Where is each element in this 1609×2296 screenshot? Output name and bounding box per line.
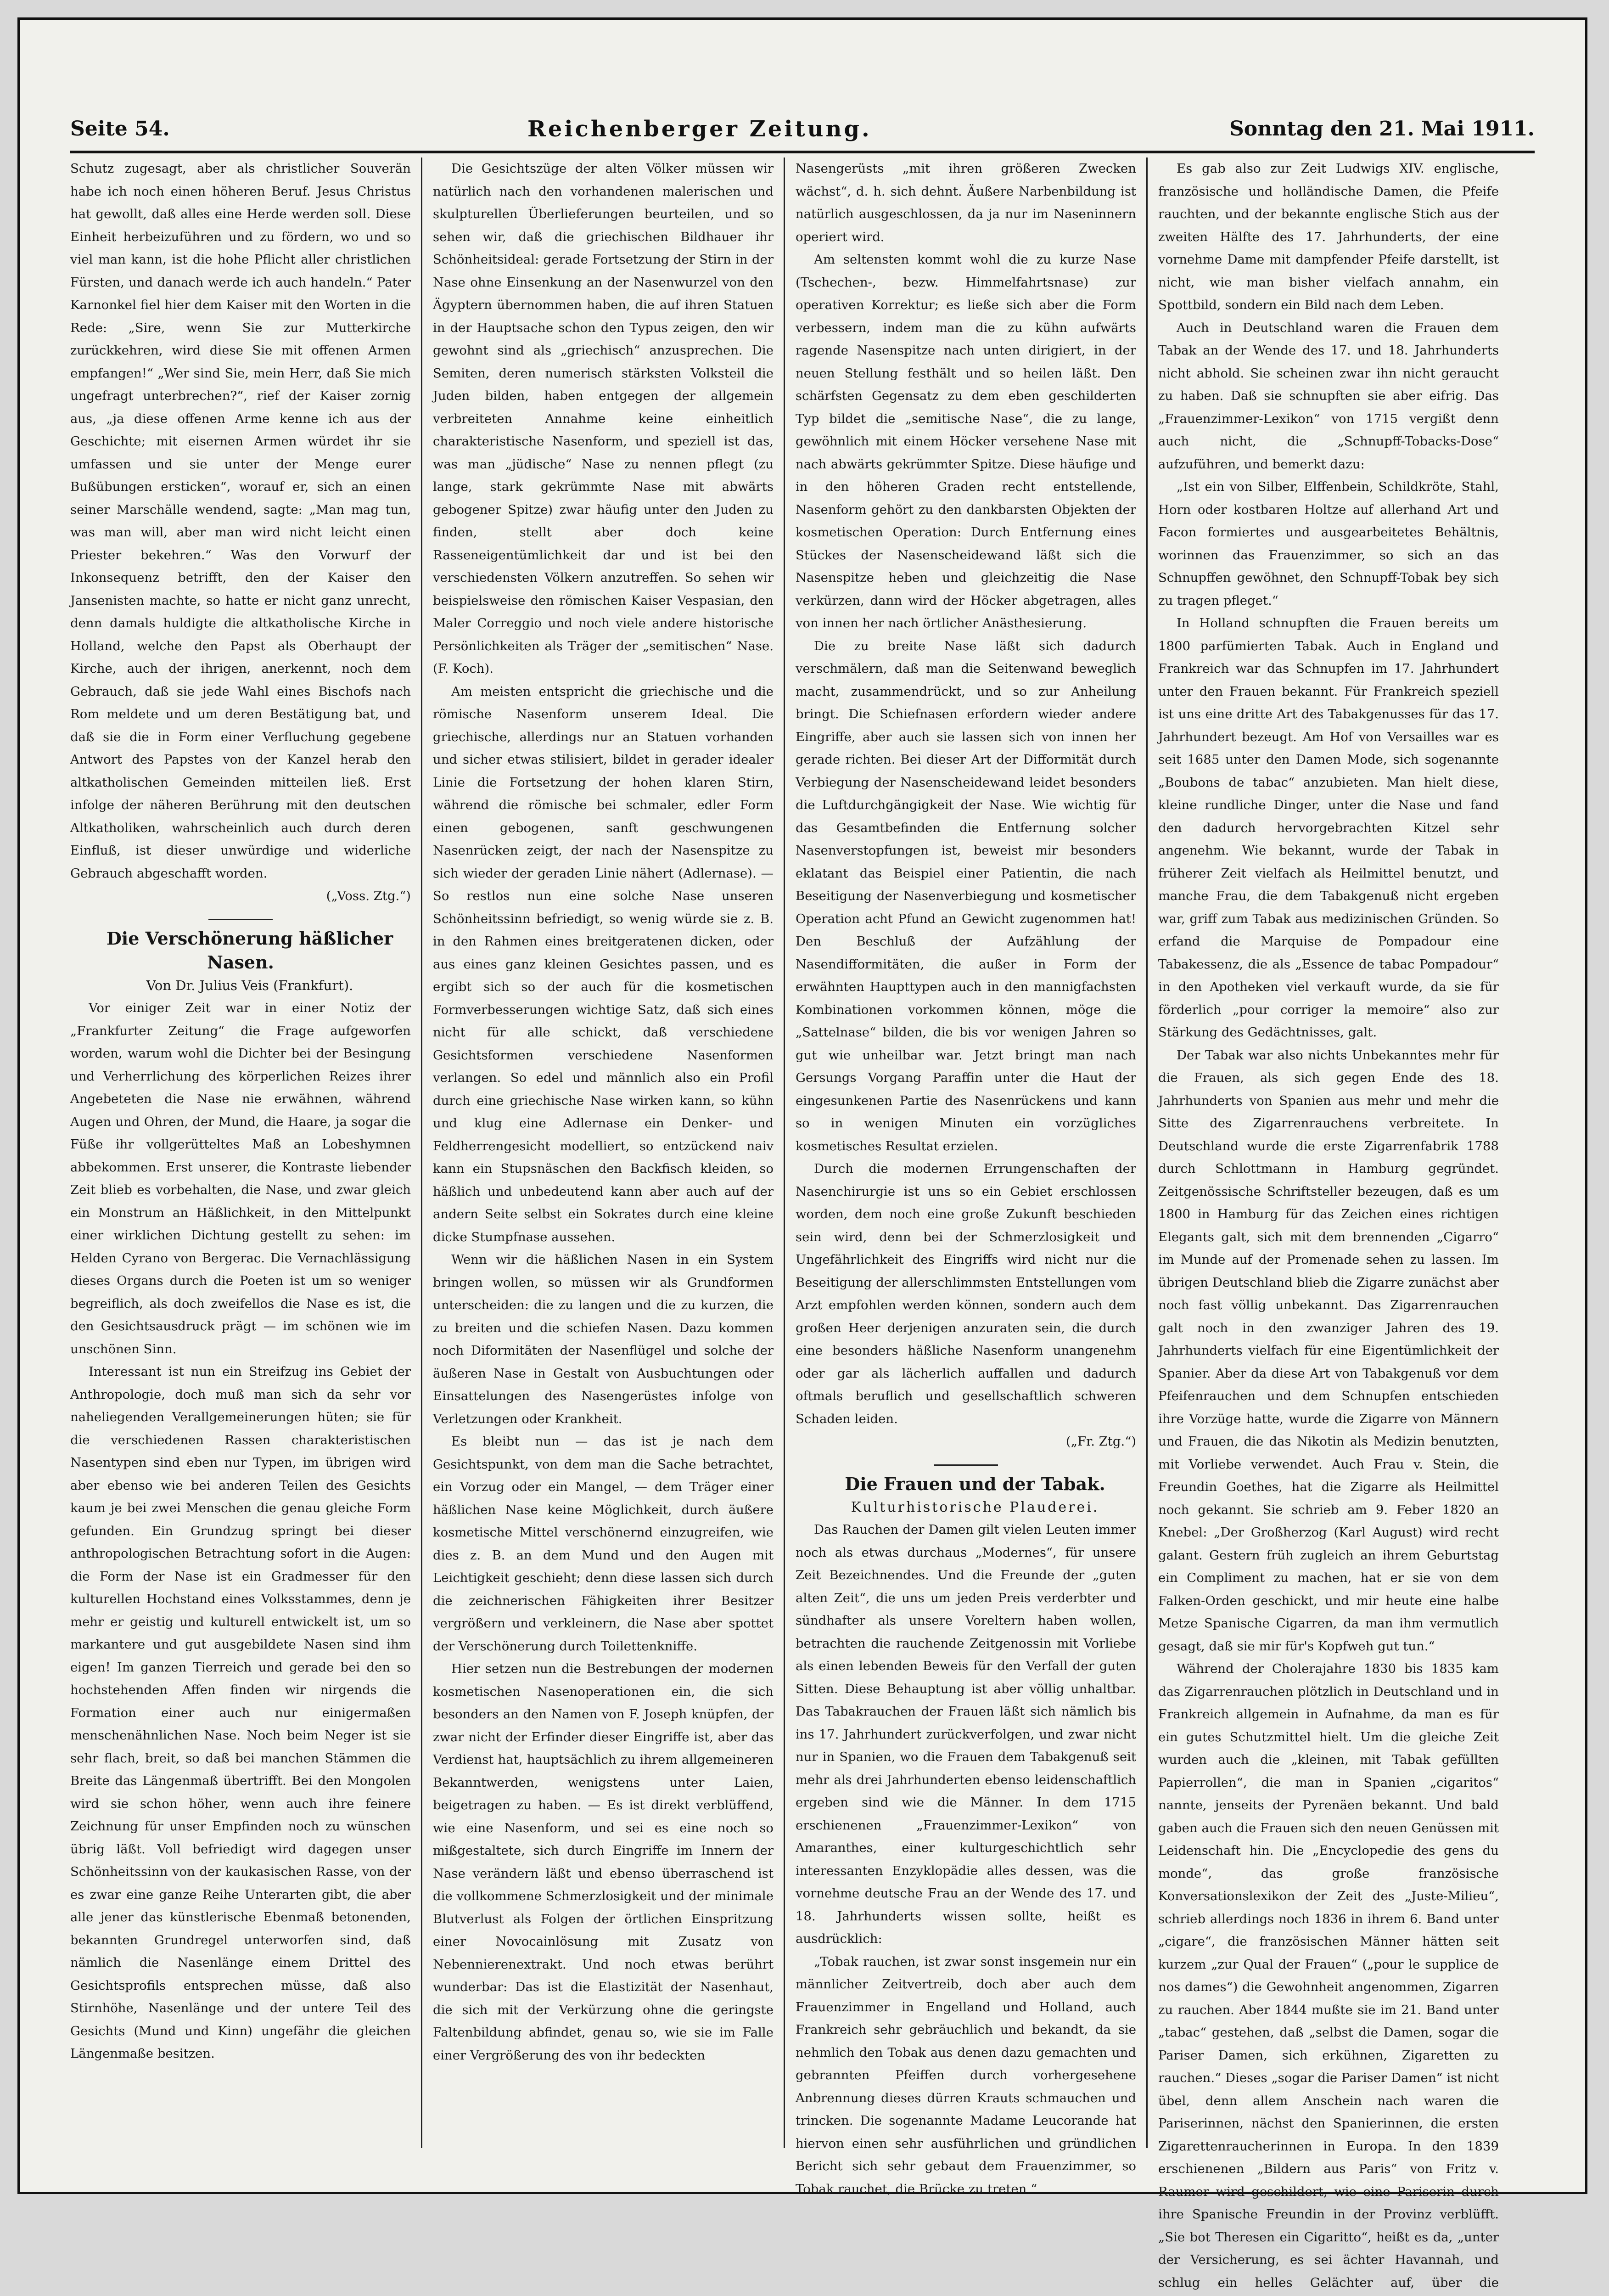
page-number: Seite 54. — [70, 117, 170, 141]
paragraph: Interessant ist nun ein Streifzug ins Gebiet der Anthropologie, doch muß man sich da sehr vor naheliegenden Verallgemeinerungen hüten; sie für die verschiedenen Rassen charakteristischen Nasentypen sind eben nur Typen, im übrigen wird aber ebenso wie bei anderen Teilen des Gesichts kaum je bei zwei Menschen die genau gleiche Form gefunden. Ein Grundzug springt bei dieser anthropologischen Betrachtung sofort in die Augen: die Form der Nase ist ein Gradmesser für den kulturellen Hochstand eines Volksstammes, denn je mehr er geistig und kulturell entwickelt ist, um so markantere und gut ausgebildete Nasen sind ihm eigen! Im ganzen Tierreich und gerade bei den so hochstehenden Affen finden wir nirgends die Formation einer auch nur einigermaßen menschenähnlichen Nase. Noch beim Neger ist sie sehr flach, breit, so daß bei manchen Stämmen die Breite das Längenmaß übertrifft. Bei den Mongolen wird sie schon höher, wenn auch ihre feinere Zeichnung für unser Empfinden noch zu wünschen übrig läßt. Voll befriedigt wird dagegen unser Schönheitssinn von der kaukasischen Rasse, von der es zwar eine ganze Reihe Unterarten gibt, die aber alle jener das künstlerische Ebenmaß betonenden, bekannten Grundregel unterworfen sind, daß nämlich die Nasenlänge einem Drittel des Gesichtsprofils entsprechen müsse, daß also Stirnhöhe, Nasenlänge und der untere Teil des Gesichts (Mund und Kinn) ungefähr die gleichen Längenmaße besitzen. — [70, 1364, 411, 2061]
column-2 — [433, 158, 774, 2148]
newspaper-page — [17, 17, 1587, 2290]
column-4 — [1158, 158, 1499, 2290]
issue-date: Sonntag den 21. Mai 1911. — [1229, 117, 1535, 141]
column-1 — [70, 158, 411, 2148]
divider — [934, 1464, 998, 1466]
source-credit: („Voss. Ztg.“) — [326, 889, 411, 903]
column-3 — [796, 158, 1136, 2196]
paragraph: Es bleibt nun — das ist je nach dem Gesichtspunkt, von dem man die Sache betrachtet, ein Vorzug oder ein Mangel, — dem Träger einer häßlichen Nase keine Möglichkeit, durch äußere kosmetische Mittel verschönernd einzugreifen, wie dies z. B. an dem Mund und den Augen mit Leichtigkeit geschieht; denn diese lassen sich durch die zeichnerischen Fähigkeiten ihrer Besitzer vergrößern und verkleinern, die Nase aber spottet der Verschönerung durch Toilettenkniffe. — [433, 1434, 774, 1654]
paragraph: Wenn wir die häßlichen Nasen in ein System bringen wollen, so müssen wir als Grundformen unterscheiden: die zu langen und die zu kurzen, die zu breiten und die schiefen Nasen. Dazu kommen noch Diformitäten der Nasenflügel und solche der äußeren Nase in Gestalt von Ausbuchtungen oder Einsattelungen des Nasengerüstes infolge von Verletzungen oder Krankheit. — [433, 1252, 774, 1426]
column-rule — [421, 158, 422, 2148]
paragraph: Der Tabak war also nichts Unbekanntes mehr für die Frauen, als sich gegen Ende des 18. Jahrhunderts von Spanien aus mehr und mehr die Sitte des Zigarrenrauchens verbreitete. In Deutschland wurde die erste Zigarrenfabrik 1788 durch Schlottmann in Hamburg gegründet. Zeitgenössische Schriftsteller bezeugen, daß es um 1800 in Hamburg für das Zeichen eines richtigen Elegants galt, sich mit dem brennenden „Cigarro“ im Munde auf der Promenade sehen zu lassen. Im übrigen Deutschland blieb die Zigarre zunächst aber noch fast völlig unbekannt. Das Zigarrenrauchen galt noch in den zwanziger Jahren des 19. Jahrhunderts vielfach für eine Eigentümlichkeit der Spanier. Aber da diese Art von Tabakgenuß vor dem Pfeifenrauchen und dem Schnupfen entschieden ihre Vorzüge hatte, wurde die Zigarre von Männern und Frauen, die das Nikotin als Medizin benutzten, mit Vorliebe verwendet. Auch Frau v. Stein, die Freundin Goethes, hat die Zigarre als Heilmittel noch gekannt. Sie schrieb am 9. Feber 1820 an Knebel: „Der Großherzog (Karl August) wird recht galant. Gestern früh zugleich an ihrem Geburtstag ein Compliment zu machen, hat er sie von dem Falken-Orden geschickt, und mir heute eine halbe Metze Spanische Cigarren, da man ihm vermutlich gesagt, daß sie mir für's Kopfweh gut tun.“ — [1158, 1047, 1499, 1654]
paragraph: Durch die modernen Errungenschaften der Nasenchirurgie ist uns so ein Gebiet erschlossen worden, dem noch eine große Zukunft beschieden sein wird, denn bei der Schmerzlosigkeit und Ungefährlichkeit des Eingriffs wird nicht nur die Beseitigung der allerschlimmsten Entstellungen vom Arzt empfohlen werden können, sondern auch dem großen Heer derjenigen anzuraten sein, die durch eine besonders häßliche Nasenform unangenehm oder gar als lächerlich auffallen und dadurch oftmals beruflich und gesellschaftlich schweren Schaden leiden. — [796, 1161, 1136, 1426]
paragraph: Das Rauchen der Damen gilt vielen Leuten immer noch als etwas durchaus „Modernes“, für unsere Zeit Bezeichnendes. Und die Freunde der „guten alten Zeit“, die uns um jeden Preis verderbter und sündhafter als unsere Voreltern haben wollen, betrachten die rauchende Zeitgenossin mit Vorliebe als einen lebenden Beweis für den Verfall der guten Sitten. Diese Behauptung ist aber völlig unhaltbar. Das Tabakrauchen der Frauen läßt sich nämlich bis ins 17. Jahrhundert zurückverfolgen, und zwar nicht nur in Spanien, wo die Frauen dem Tabakgenuß seit mehr als drei Jahrhunderten ebenso leidenschaftlich ergeben sind wie die Männer. In dem 1715 erschienenen „Frauenzimmer-Lexikon“ von Amaranthes, einer kulturgeschichtlich sehr interessanten Enzyklopädie alles dessen, was die vornehme deutsche Frau an der Wende des 17. und 18. Jahrhunderts wissen sollte, heißt es ausdrücklich: — [796, 1522, 1136, 1946]
paragraph: Hier setzen nun die Bestrebungen der modernen kosmetischen Nasenoperationen ein, die sich besonders an den Namen von F. Joseph knüpfen, der zwar nicht der Erfinder dieser Eingriffe ist, aber das Verdienst hat, hauptsächlich zu ihrem allgemeineren Bekanntwerden, wenigstens unter Laien, beigetragen zu haben. — Es ist direkt verblüffend, wie eine Nasenform, und sei es eine noch so mißgestaltete, sich durch Eingriffe im Innern der Nase verändern läßt und ebenso überraschend ist die vollkommene Schmerzlosigkeit und der minimale Blutverlust als Folgen der örtlichen Einspritzung einer Novocainlösung mit Zusatz von Nebennierenextrakt. Und noch etwas berührt wunderbar: Das ist die Elastizität der Nasenhaut, die sich mit der Verkürzung ohne die geringste Faltenbildung abfindet, genau so, wie sie im Falle einer Vergrößerung des von ihr bedeckten — [433, 1661, 774, 2063]
article-title: Die Frauen und der Tabak. — [845, 1473, 1105, 1494]
masthead — [70, 107, 1535, 153]
paragraph: Die zu breite Nase läßt sich dadurch verschmälern, daß man die Seitenwand beweglich macht, zusammendrückt, und so zur Anheilung bringt. Die Schiefnasen erfordern wieder andere Eingriffe, aber auch sie lassen sich von innen her gerade richten. Bei dieser Art der Difformität durch Verbiegung der Nasenscheidewand leidet besonders die Luftdurchgängigkeit der Nase. Wie wichtig für das Gesamtbefinden die Entfernung solcher Nasenverstopfungen ist, beweist mir besonders eklatant das Beispiel einer Patientin, die nach Beseitigung der Nasenverbiegung und kosmetischer Operation acht Pfund an Gewicht zugenommen hat! Den Beschluß der Aufzählung der Nasendifformitäten, die außer in Form der erwähnten Haupttypen auch in den mannigfachsten Kombinationen vorkommen können, möge die „Sattelnase“ bilden, die bis vor wenigen Jahren so gut wie unheilbar war. Jetzt bringt man nach Gersungs Vorgang Paraffin unter die Haut der eingesunkenen Partie des Nasenrückens und kann so in wenigen Minuten ein vorzügliches kosmetisches Resultat erzielen. — [796, 638, 1136, 1154]
source-credit: („Fr. Ztg.“) — [1066, 1434, 1136, 1449]
article-byline: Von Dr. Julius Veis (Frankfurt). — [146, 977, 353, 993]
paragraph: Während der Cholerajahre 1830 bis 1835 kam das Zigarrenrauchen plötzlich in Deutschland und in Frankreich allgemein in Aufnahme, da man es für ein gutes Schutzmittel hielt. Um die gleiche Zeit wurden auch die „kleinen, mit Tabak gefüllten Papierrollen“, die man in Spanien „cigaritos“ nannte, jenseits der Pyrenäen bekannt. Und bald gaben auch die Frauen sich den neuen Genüssen mit Leidenschaft hin. Die „Encyclopedie des gens du monde“, das große französische Konversationslexikon der Zeit des „Juste-Milieu“, schrieb allerdings noch 1836 in ihrem 6. Band unter „cigare“, die französischen Männer hätten seit kurzem „zur Qual der Frauen“ („pour le supplice de nos dames“) die Gewohnheit angenommen, Zigarren zu rauchen. Aber 1844 mußte sie im 21. Band unter „tabac“ gestehen, daß „selbst die Damen, sogar die Pariser Damen, sich erkühnen, Zigaretten zu rauchen.“ Dieses „sogar die Pariser Damen“ ist nicht übel, denn allem Anschein nach waren die Pariserinnen, nächst den Spanierinnen, die ersten Zigarettenraucherinnen in Europa. In den 1839 erschienenen „Bildern aus Paris“ von Fritz v. Raumer wird geschildert, wie eine Pariserin durch ihre Spanische Freundin in der Provinz verblüfft. „Sie bot Theresen ein Cigaritto“, heißt es da, „unter der Versicherung, es sei ächter Havannah, und schlug ein helles Gelächter auf, über die — [1158, 1661, 1499, 2290]
paragraph: Es gab also zur Zeit Ludwigs XIV. englische, französische und holländische Damen, die Pfeife rauchten, und der bekannte englische Stich aus der zweiten Hälfte des 17. Jahrhunderts, der eine vornehme Dame mit dampfender Pfeife darstellt, ist nicht, wie man bisher vielfach annahm, ein Spottbild, sondern ein Bild nach dem Leben. — [1158, 161, 1499, 312]
divider — [208, 919, 273, 920]
paragraph: Nasengerüsts „mit ihren größeren Zwecken wächst“, d. h. sich dehnt. Äußere Narbenbildung ist natürlich ausgeschlossen, da ja nur im Naseninnern operiert wird. — [796, 161, 1136, 244]
paragraph: Am seltensten kommt wohl die zu kurze Nase (Tschechen-, bezw. Himmelfahrtsnase) zur operativen Korrektur; es ließe sich aber die Form verbessern, indem man die zu kühn aufwärts ragende Nasenspitze nach unten dirigiert, in der neuen Stellung festhält und so heilen läßt. Den schärfsten Gegensatz zu dem eben geschilderten Typ bildet die „semitische Nase“, die zu lange, gewöhnlich mit einem Höcker versehene Nase mit nach abwärts gekrümmter Spitze. Diese häufige und in den höheren Graden recht entstellende, Nasenform gehört zu den dankbarsten Objekten der kosmetischen Operation: Durch Entfernung eines Stückes der Nasenscheidewand läßt sich die Nasenspitze heben und gleichzeitig die Nase verkürzen, dann wird der Höcker abgetragen, alles von innen her nach örtlicher Anästhesierung. — [796, 252, 1136, 630]
column-rule — [1146, 158, 1148, 2148]
paragraph: Die Gesichtszüge der alten Völker müssen wir natürlich nach den vorhandenen malerischen und skulpturellen Überlieferungen beurteilen, und so sehen wir, daß die griechischen Bildhauer ihr Schönheitsideal: gerade Fortsetzung der Stirn in der Nase ohne Einsenkung an der Nasenwurzel von den Ägyptern übernommen haben, die auf ihren Statuen in der Hauptsache schon den Typus zeigen, den wir gewohnt sind als „griechisch“ anzusprechen. Die Semiten, deren numerisch stärksten Volksteil die Juden bilden, haben entgegen der allgemein verbreiteten Annahme keine einheitlich charakteristische Nasenform, und speziell ist das, was man „jüdische“ Nase zu nennen pflegt (zu lange, stark gekrümmte Nase mit abwärts gebogener Spitze) zwar häufig unter den Juden zu finden, stellt aber doch keine Rasseneigentümlichkeit dar und ist bei den verschiedensten Völkern anzutreffen. So sehen wir beispielsweise den römischen Kaiser Vespasian, den Maler Correggio und noch viele andere historische Persönlichkeiten als Träger der „semitischen“ Nase. (F. Koch). — [433, 161, 774, 676]
quote-paragraph: „Tobak rauchen, ist zwar sonst insgemein nur ein männlicher Zeitvertreib, doch aber auch dem Frauenzimmer in Engelland und Holland, auch Frankreich sehr gebräuchlich und bekandt, da sie nehmlich den Tobak aus denen dazu gemachten und gebrannten Pfeiffen durch vorhergesehene Anbrennung dieses dürren Krauts schmauchen und trincken. Die sogenannte Madame Leucorande hat hiervon einen sehr ausführlichen und gründlichen Bericht sich sehr gebaut dem Frauenzimmer, so Tobak rauchet, die Brücke zu treten.“ — [796, 1954, 1136, 2196]
article-title: Die Verschönerung häßlicher Nasen. — [106, 928, 393, 973]
column-rule — [784, 158, 785, 2148]
article-subtitle: Kulturhistorische Plauderei. — [851, 1499, 1099, 1515]
paragraph: Vor einiger Zeit war in einer Notiz der „Frankfurter Zeitung“ die Frage aufgeworfen worden, warum wohl die Dichter bei der Besingung und Verherrlichung des körperlichen Reizes ihrer Angebeteten die Nase nie erwähnen, während Augen und Ohren, der Mund, die Haare, ja sogar die Füße ihr vollgerütteltes Maß an Lobeshymnen abbekommen. Erst unserer, die Kontraste liebender Zeit blieb es vorbehalten, die Nase, und zwar gleich ein Monstrum an Häßlichkeit, in den Mittelpunkt einer wirklichen Dichtung gestellt zu sehen: im Helden Cyrano von Bergerac. Die Vernachlässigung dieses Organs durch die Poeten ist um so weniger begreiflich, als doch zweifellos die Nase es ist, die den Gesichtsausdruck prägt — im schönen wie im unschönen Sinn. — [70, 1001, 411, 1356]
paragraph: In Holland schnupften die Frauen bereits um 1800 parfümierten Tabak. Auch in England und Frankreich war das Schnupfen im 17. Jahrhundert unter den Frauen bekannt. Für Frankreich speziell ist uns eine dritte Art des Tabakgenusses für das 17. Jahrhundert bezeugt. Am Hof von Versailles war es seit 1685 unter den Damen Mode, sich sogenannte „Boubons de tabac“ anzubieten. Man hielt diese, kleine rundliche Dinger, unter die Nase und fand den dadurch hervorgebrachten Kitzel sehr angenehm. Wie bekannt, wurde der Tabak in früherer Zeit vielfach als Heilmittel benutzt, und manche Frau, die dem Tabakgenuß nicht ergeben war, griff zum Tabak aus medizinischen Gründen. So erfand die Marquise de Pompadour eine Tabakessenz, die als „Essence de tabac Pompadour“ in den Apotheken viel verkauft wurde, da sie für förderlich „pour corriger la memoire“ also zur Stärkung des Gedächtnisses, galt. — [1158, 616, 1499, 1040]
paragraph: Auch in Deutschland waren die Frauen dem Tabak an der Wende des 17. und 18. Jahrhunderts nicht abhold. Sie scheinen zwar ihn nicht geraucht zu haben. Daß sie schnupften sie aber eifrig. Das „Frauenzimmer-Lexikon“ von 1715 vergißt denn auch nicht, die „Schnupff-Tobacks-Dose“ aufzuführen, und bemerkt dazu: — [1158, 320, 1499, 472]
paragraph: Am meisten entspricht die griechische und die römische Nasenform unserem Ideal. Die griechische, allerdings nur an Statuen vorhanden und sicher etwas stilisiert, bildet in gerader idealer Linie die Fortsetzung der hohen klaren Stirn, während die römische bei schmaler, edler Form einen gebogenen, sanft geschwungenen Nasenrücken zeigt, der nach der Nasenspitze zu sich wieder der geraden Linie nähert (Adlernase). — So restlos nun eine solche Nase unseren Schönheitssinn befriedigt, so wenig würde sie z. B. in den Rahmen eines breitgeratenen dicken, oder aus eines ganz kleinen Gesichtes passen, und es ergibt sich so der auch für die kosmetischen Formverbesserungen wichtige Satz, daß sich eines nicht für alle schickt, daß verschiedene Gesichtsformen verschiedene Nasenformen verlangen. So edel und männlich also ein Profil durch eine griechische Nase wirken kann, so kühn und klug eine Adlernase ein Denker- und Feldherrengesicht modelliert, so entzückend naiv kann ein Stupsnäschen den Backfisch kleiden, so häßlich und unbedeutend kann aber auch auf der andern Seite selbst ein Sokrates durch eine kleine dicke Stumpfnase aussehen. — [433, 684, 774, 1244]
paragraph: Schutz zugesagt, aber als christlicher Souverän habe ich noch einen höheren Beruf. Jesus Christus hat gewollt, daß alles eine Herde werden soll. Diese Einheit herbeizuführen und zu fördern, wo und so viel man kann, ist die hohe Pflicht aller christlichen Fürsten, und danach werde ich auch handeln.“ Pater Karnonkel fiel hier dem Kaiser mit den Worten in die Rede: „Sire, wenn Sie zur Mutterkirche zurückkehren, wird diese Sie mit offenen Armen empfangen!“ „Wer sind Sie, mein Herr, daß Sie mich ungefragt unterbrechen?“, rief der Kaiser zornig aus, „ja diese offenen Arme kenne ich aus der Geschichte; mit eisernen Armen würdet ihr sie umfassen und sie unter der Menge eurer Bußübungen ersticken“, worauf er, sich an einen seiner Marschälle wendend, sagte: „Man mag tun, was man will, aber man wird nicht leicht einen Priester bekehren.“ Was den Vorwurf der Inkonsequenz betrifft, den der Kaiser den Jansenisten machte, so hatte er nicht ganz unrecht, denn damals huldigte die altkatholische Kirche in Holland, welche den Papst als Oberhaupt der Kirche, auch der ihrigen, anerkennt, noch dem Gebrauch, daß sie jede Wahl eines Bischofs nach Rom meldete und um deren Bestätigung bat, und daß sie die in Form einer Verfluchung gegebene Antwort des Papstes von der Kanzel herab den altkatholischen Gemeinden mitteilen ließ. Erst infolge der näheren Berührung mit den deutschen Altkatholiken, wahrscheinlich auch durch deren Einfluß, ist dieser unwürdige und widerliche Gebrauch abgeschafft worden. — [70, 161, 411, 881]
newspaper-title: Reichenberger Zeitung. — [527, 116, 872, 142]
quote-paragraph: „Ist ein von Silber, Elffenbein, Schildkröte, Stahl, Horn oder kostbaren Holtze auf allerhand Art und Facon formiertes und ausgearbeitetes Behältnis, worinnen das Frauenzimmer, so sich an das Schnupffen gewöhnet, den Schnupff-Tobak bey sich zu tragen pfleget.“ — [1158, 479, 1499, 608]
